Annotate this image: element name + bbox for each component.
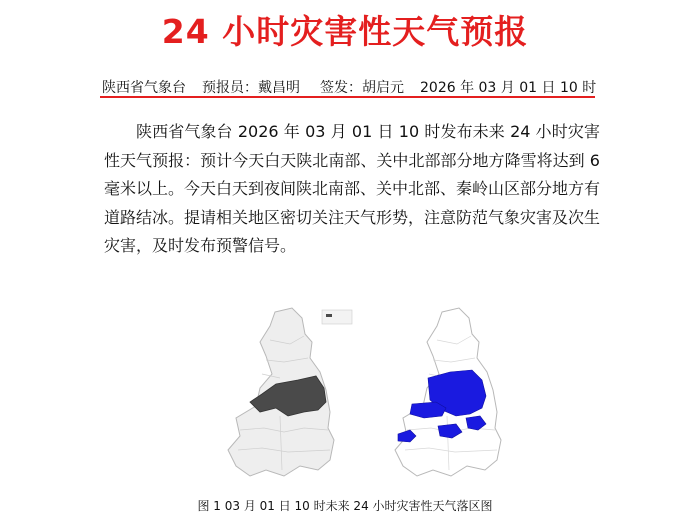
document-meta	[102, 77, 602, 97]
snow-legend-swatch	[326, 314, 332, 317]
forecast-maps	[180, 300, 520, 490]
header-rule	[100, 96, 595, 98]
forecast-body: 陕西省气象台 2026 年 03 月 01 日 10 时发布未来 24 小时灾害性天气预报：预计今天白天陕北南部、关中北部部分地方降雪将达到 6 毫米以上。今天白天到夜间陕北南部、关中北部、秦岭山区部分地方有道路结冰。提请相关地区密切关注天气形势，注意防范气象灾害及次生灾害，及时发布预警信号。	[104, 122, 601, 255]
snow-map	[228, 308, 352, 476]
snow-area	[250, 376, 326, 416]
meta-forecaster: 预报员：戴昌明	[202, 80, 300, 96]
meta-issuer: 签发：胡启元	[320, 80, 404, 96]
figure-caption: 图 1 03 月 01 日 10 时未来 24 小时灾害性天气落区图	[197, 499, 493, 513]
ice-map	[395, 308, 501, 476]
meta-datetime: 2026 年 03 月 01 日 10 时	[420, 80, 597, 96]
forecast-maps-svg	[180, 300, 520, 490]
document-title: 24 小时灾害性天气预报	[161, 12, 529, 51]
meta-agency: 陕西省气象台	[102, 80, 186, 96]
